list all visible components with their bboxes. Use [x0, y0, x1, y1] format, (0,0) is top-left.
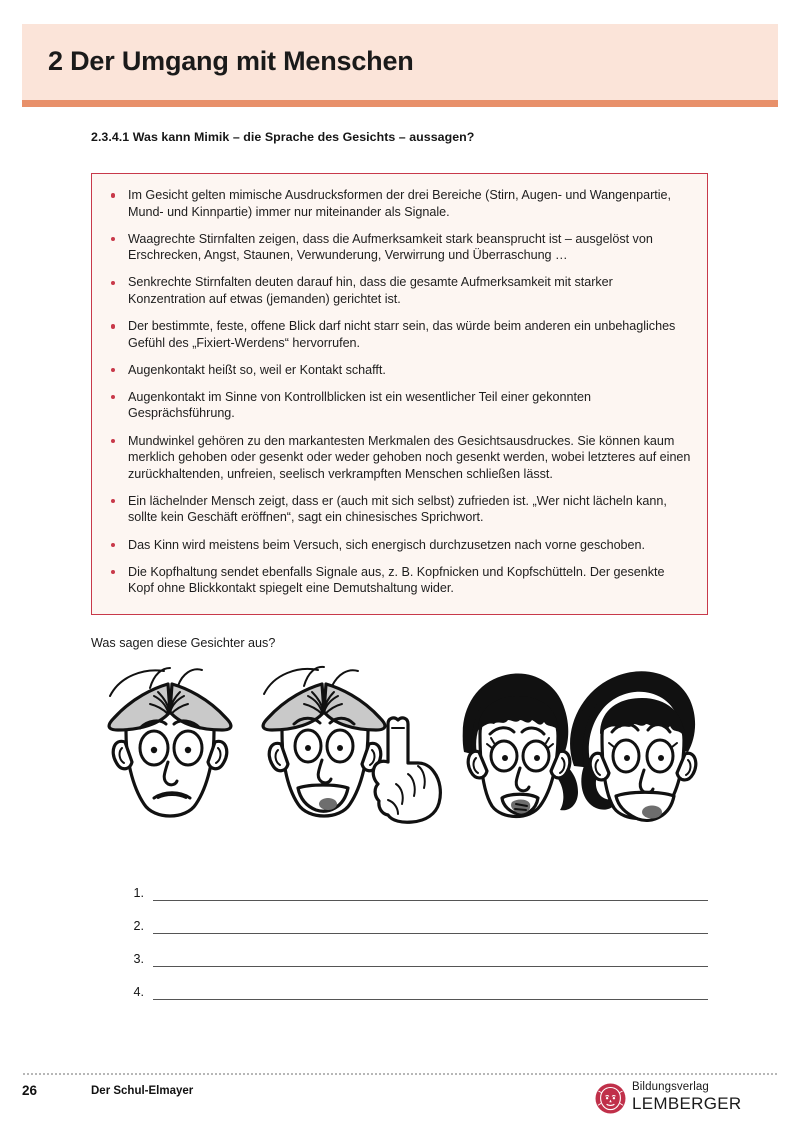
chapter-header-band [22, 24, 778, 100]
bullet-dot-icon [111, 543, 115, 547]
answer-write-line[interactable] [153, 966, 708, 967]
list-item [104, 362, 691, 379]
header-accent-rule [22, 100, 778, 107]
list-item-text: Augenkontakt im Sinne von Kontrollblicken ist ein wesentlicher Teil einer gekonnten Gesprächsführung. [128, 389, 591, 421]
face-girl-tongue-out [463, 674, 578, 817]
answer-write-line[interactable] [153, 900, 708, 901]
bullet-dot-icon [111, 193, 115, 197]
exercise-prompt: Was sagen diese Gesichter aus? [91, 636, 276, 650]
page-number: 26 [22, 1083, 38, 1098]
list-item-text: Augenkontakt heißt so, weil er Kontakt schafft. [128, 362, 386, 377]
publisher-logo [595, 1080, 780, 1120]
list-item [104, 318, 691, 351]
list-item-text: Waagrechte Stirnfalten zeigen, dass die Aufmerksamkeit stark beansprucht ist – ausgelöst von Erschrecken, Angst, Staunen, Verwunderung, Verwirrung und Überraschung … [128, 231, 653, 263]
face-happy-girl [570, 671, 696, 820]
list-item [104, 389, 691, 422]
section-heading: 2.3.4.1 Was kann Mimik – die Sprache des Gesichts – aussagen? [91, 130, 475, 144]
list-item [104, 433, 691, 483]
answer-write-line[interactable] [153, 933, 708, 934]
list-item-text: Ein lächelnder Mensch zeigt, dass er (auch mit sich selbst) zufrieden ist. „Wer nicht lächeln kann, sollte kein Geschäft eröffnen“, sagt ein chinesisches Sprichwort. [128, 493, 667, 525]
answer-row [122, 872, 708, 905]
list-item [104, 231, 691, 264]
book-title: Der Schul-Elmayer [91, 1085, 194, 1097]
list-item [104, 274, 691, 307]
list-item-text: Mundwinkel gehören zu den markantesten Merkmalen des Gesichtsausdruckes. Sie können kaum merklich gehoben oder gesenkt oder weder gehoben noch gesenkt werden, wobei letzteres auf einen zurückhaltenden, unfreien, seelisch verkrampften Menschen schließen lässt. [128, 433, 691, 481]
answer-number: 2. [133, 919, 144, 933]
list-item [104, 493, 691, 526]
facts-box [91, 173, 708, 615]
list-item-text: Der bestimmte, feste, offene Blick darf nicht starr sein, das würde beim anderen ein unbehagliches Gefühl des „Fixiert-Werdens“ hervorrufen. [128, 319, 676, 350]
face-smiling-boy [263, 667, 385, 816]
page-title: 2 Der Umgang mit Menschen [48, 45, 414, 76]
bullet-dot-icon [111, 395, 115, 399]
lion-emblem-icon [595, 1083, 626, 1114]
answer-number: 4. [133, 985, 144, 999]
face-worried-boy [109, 668, 231, 816]
bullet-dot-icon [111, 281, 115, 285]
facts-bullet-list [104, 187, 691, 597]
answer-number: 3. [133, 952, 144, 966]
publisher-name-line1: Bildungsverlag [632, 1081, 709, 1093]
faces-illustration [92, 662, 708, 834]
answer-row [122, 971, 708, 1004]
answer-write-line[interactable] [153, 999, 708, 1000]
bullet-dot-icon [111, 499, 115, 503]
list-item [104, 537, 691, 554]
list-item-text: Im Gesicht gelten mimische Ausdrucksformen der drei Bereiche (Stirn, Augen- und Wangenpartie, Mund- und Kinnpartie) immer nur miteinander als Signale. [128, 188, 671, 219]
list-item-text: Das Kinn wird meistens beim Versuch, sich energisch durchzusetzen nach vorne geschoben. [128, 537, 645, 552]
list-item [104, 187, 691, 220]
bullet-dot-icon [111, 570, 115, 574]
pointing-hand-icon [373, 718, 440, 822]
bullet-dot-icon [111, 324, 115, 328]
bullet-dot-icon [111, 439, 115, 443]
bullet-dot-icon [111, 368, 115, 372]
answer-row [122, 905, 708, 938]
bullet-dot-icon [111, 237, 115, 241]
answer-number: 1. [133, 886, 144, 900]
answer-row [122, 938, 708, 971]
list-item-text: Senkrechte Stirnfalten deuten darauf hin, dass die gesamte Aufmerksamkeit mit starker Konzentration auf etwas (jemanden) gerichtet ist. [128, 275, 613, 306]
publisher-wordmark [632, 1080, 780, 1113]
list-item [104, 564, 691, 597]
footer-divider [22, 1073, 778, 1075]
list-item-text: Die Kopfhaltung sendet ebenfalls Signale aus, z. B. Kopfnicken und Kopfschütteln. Der gesenkte Kopf ohne Blickkontakt spiegelt eine Demutshaltung wider. [128, 564, 665, 596]
answer-lines-group [122, 872, 708, 1004]
publisher-name-line2: LEMBERGER [632, 1094, 742, 1113]
